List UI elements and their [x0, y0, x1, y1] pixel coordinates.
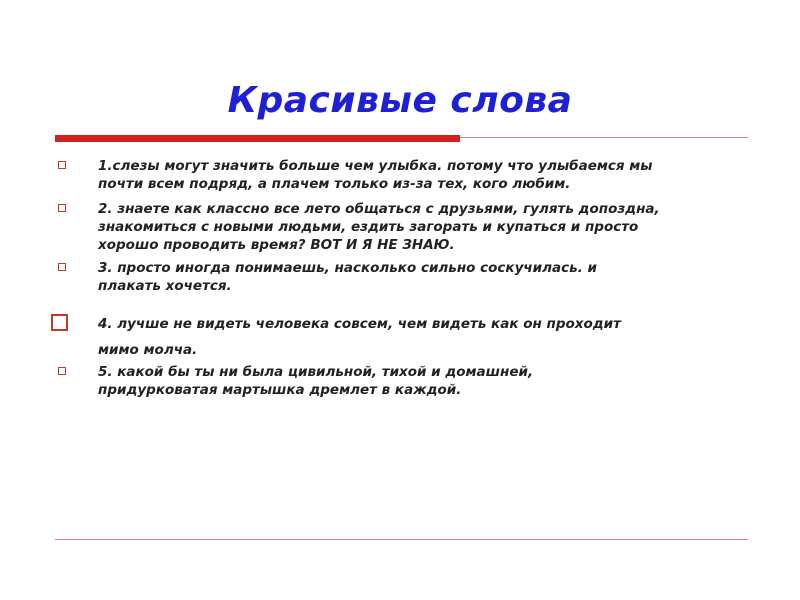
- list-item-text: 1.слезы могут значить больше чем улыбка. потому что улыбаемся мы почти всем подряд, а плачем только из-за тех, кого любим.: [98, 158, 653, 192]
- title-thin-rule: [460, 137, 748, 138]
- list-item-text: 4. лучше не видеть человека совсем, чем видеть как он проходит мимо молча.: [98, 316, 621, 358]
- slide-title: Красивые слова: [227, 80, 573, 121]
- list-item-text: 3. просто иногда понимаешь, насколько сильно соскучилась. и плакать хочется.: [98, 260, 597, 294]
- square-bullet-icon: [58, 367, 66, 375]
- square-bullet-icon: [58, 161, 66, 169]
- square-bullet-icon: [58, 263, 66, 271]
- list-item-text: 2. знаете как классно все лето общаться с друзьями, гулять допоздна, знакомиться с новыми людьми, ездить загорать и купаться и просто хорошо проводить время? ВОТ И Я НЕ ЗНАЮ.: [98, 201, 660, 253]
- title-accent-rule: [55, 135, 460, 142]
- footer-rule: [55, 539, 748, 540]
- square-bullet-icon: [58, 204, 66, 212]
- list-item-text: 5. какой бы ты ни была цивильной, тихой и домашней, придурковатая мартышка дремлет в каждой.: [98, 364, 534, 398]
- square-bullet-icon: [51, 314, 68, 331]
